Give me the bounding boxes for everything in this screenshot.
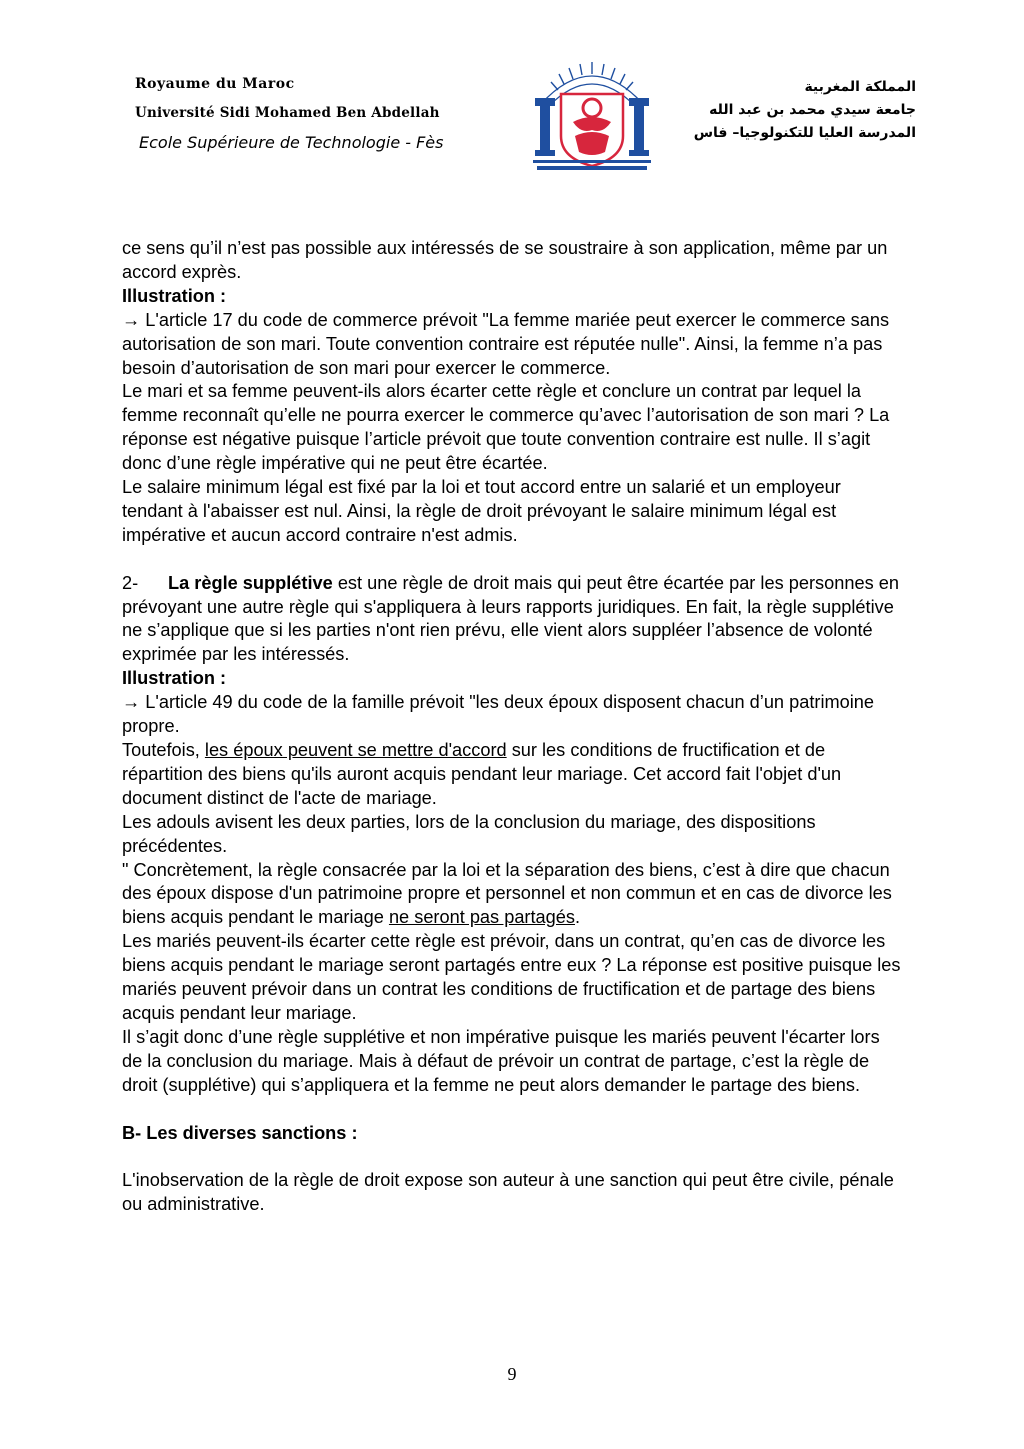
header-country: Royaume du Maroc — [135, 76, 295, 92]
paragraph-salaire-minimum: Le salaire minimum légal est fixé par la loi et tout accord entre un salarié et un employeur tendant à l'abaisser est nul. Ainsi, la règle de droit prévoyant le salaire minimum légal est impérative et aucun accord contraire n'est admis. — [122, 477, 841, 545]
paragraph-toutefois — [122, 739, 902, 811]
paragraph-maries-ecarter: Les mariés peuvent-ils écarter cette règle est prévoir, dans un contrat, qu’en cas de divorce les biens acquis pendant le mariage seront partagés entre eux ? La réponse est positive puisque les mariés peuvent prévoir dans un contrat les conditions de fructification et de partage des biens acquis pendant leur mariage. — [122, 931, 901, 1023]
toutefois-start: Toutefois, — [122, 740, 205, 761]
page-body — [122, 237, 902, 1217]
header-university: Université Sidi Mohamed Ben Abdellah — [135, 105, 440, 121]
header-school-arabic: المدرسة العليا للتكنولوجيا– فاس — [693, 125, 916, 141]
paragraph-mari-femme: Le mari et sa femme peuvent-ils alors écarter cette règle et conclure un contrat par lequel la femme reconnaît qu’elle ne pourra exercer le commerce qu’avec l’autorisation de son mari ? La réponse est négative puisque l’article prévoit que toute convention contraire est nulle. Il s’agit donc d’une règle impérative qui ne peut être écartée. — [122, 381, 890, 474]
underlined-accord: les époux peuvent se mettre d'accord — [204, 740, 507, 761]
section-number: 2- — [122, 572, 139, 593]
header-left — [135, 76, 443, 152]
illustration-heading-2: Illustration : — [122, 668, 227, 689]
paragraph-article-49: → L'article 49 du code de la famille prévoit "les deux époux disposent chacun d’un patrimoine propre. — [122, 692, 875, 737]
concretement-start: " Concrètement, la règle consacrée par la loi et la séparation des biens, c’est à dire que chacun des époux dispose d'un patrimoine propre et personnel et non commun et en cas de divorce les biens acquis pendant le mariage — [122, 859, 892, 928]
paragraph-inobservation: L'inobservation de la règle de droit expose son auteur à une sanction qui peut être civile, pénale ou administrative. — [122, 1170, 894, 1215]
university-emblem-icon — [529, 56, 655, 174]
concretement-end: . — [574, 907, 581, 928]
toutefois-end: sur les conditions de fructification et de répartition des biens qu'ils auront acquis pendant leur mariage. Cet accord fait l'objet d'un document distinct de l'acte de mariage. — [122, 740, 842, 808]
header-country-arabic: المملكة المغربية — [804, 79, 916, 95]
spacer — [122, 1145, 902, 1169]
paragraph-article-17: → L'article 17 du code de commerce prévoit "La femme mariée peut exercer le commerce sans autorisation de son mari. Toute convention contraire est réputée nulle". Ainsi, la femme n’a pas besoin d’autorisation de son mari pour exercer le commerce. — [122, 309, 890, 378]
spacer — [122, 1098, 902, 1122]
spacer — [122, 548, 902, 572]
page-number: 9 — [507, 1364, 517, 1384]
underlined-non-partages: ne seront pas partagés — [388, 907, 575, 928]
paragraph-regle-suppletive — [122, 572, 902, 668]
header-university-arabic: جامعة سيدي محمد بن عبد الله — [709, 102, 916, 118]
paragraph-intro: ce sens qu’il n’est pas possible aux intéressés de se soustraire à son application, même par un accord exprès. — [122, 238, 888, 282]
regle-suppletive-text: est une règle de droit mais qui peut être écartée par les personnes en prévoyant une autre règle qui s'appliquera à leurs rapports juridiques. En fait, la règle supplétive ne s’applique que si les parties n'ont rien prévu, elle vient alors suppléer l’absence de volonté exprimée par les intéressés. — [122, 572, 899, 665]
header-school: Ecole Supérieure de Technologie - Fès — [139, 133, 444, 152]
paragraph-concretement — [122, 859, 902, 931]
term-regle-suppletive: La règle supplétive — [168, 572, 333, 593]
illustration-heading-1: Illustration : — [122, 285, 227, 306]
paragraph-adouls: Les adouls avisent les deux parties, lors de la conclusion du mariage, des dispositions précédentes. — [122, 811, 816, 856]
header-right-arabic — [694, 76, 916, 145]
paragraph-conclusion-suppletive: Il s’agit donc d’une règle supplétive et non impérative puisque les mariés peuvent l'écarter lors de la conclusion du mariage. Mais à défaut de prévoir un contrat de partage, c’est la règle de droit (supplétive) qui s’appliquera et la femme ne peut alors demander le partage des biens. — [122, 1026, 880, 1095]
section-b-heading: B- Les diverses sanctions : — [122, 1122, 358, 1143]
